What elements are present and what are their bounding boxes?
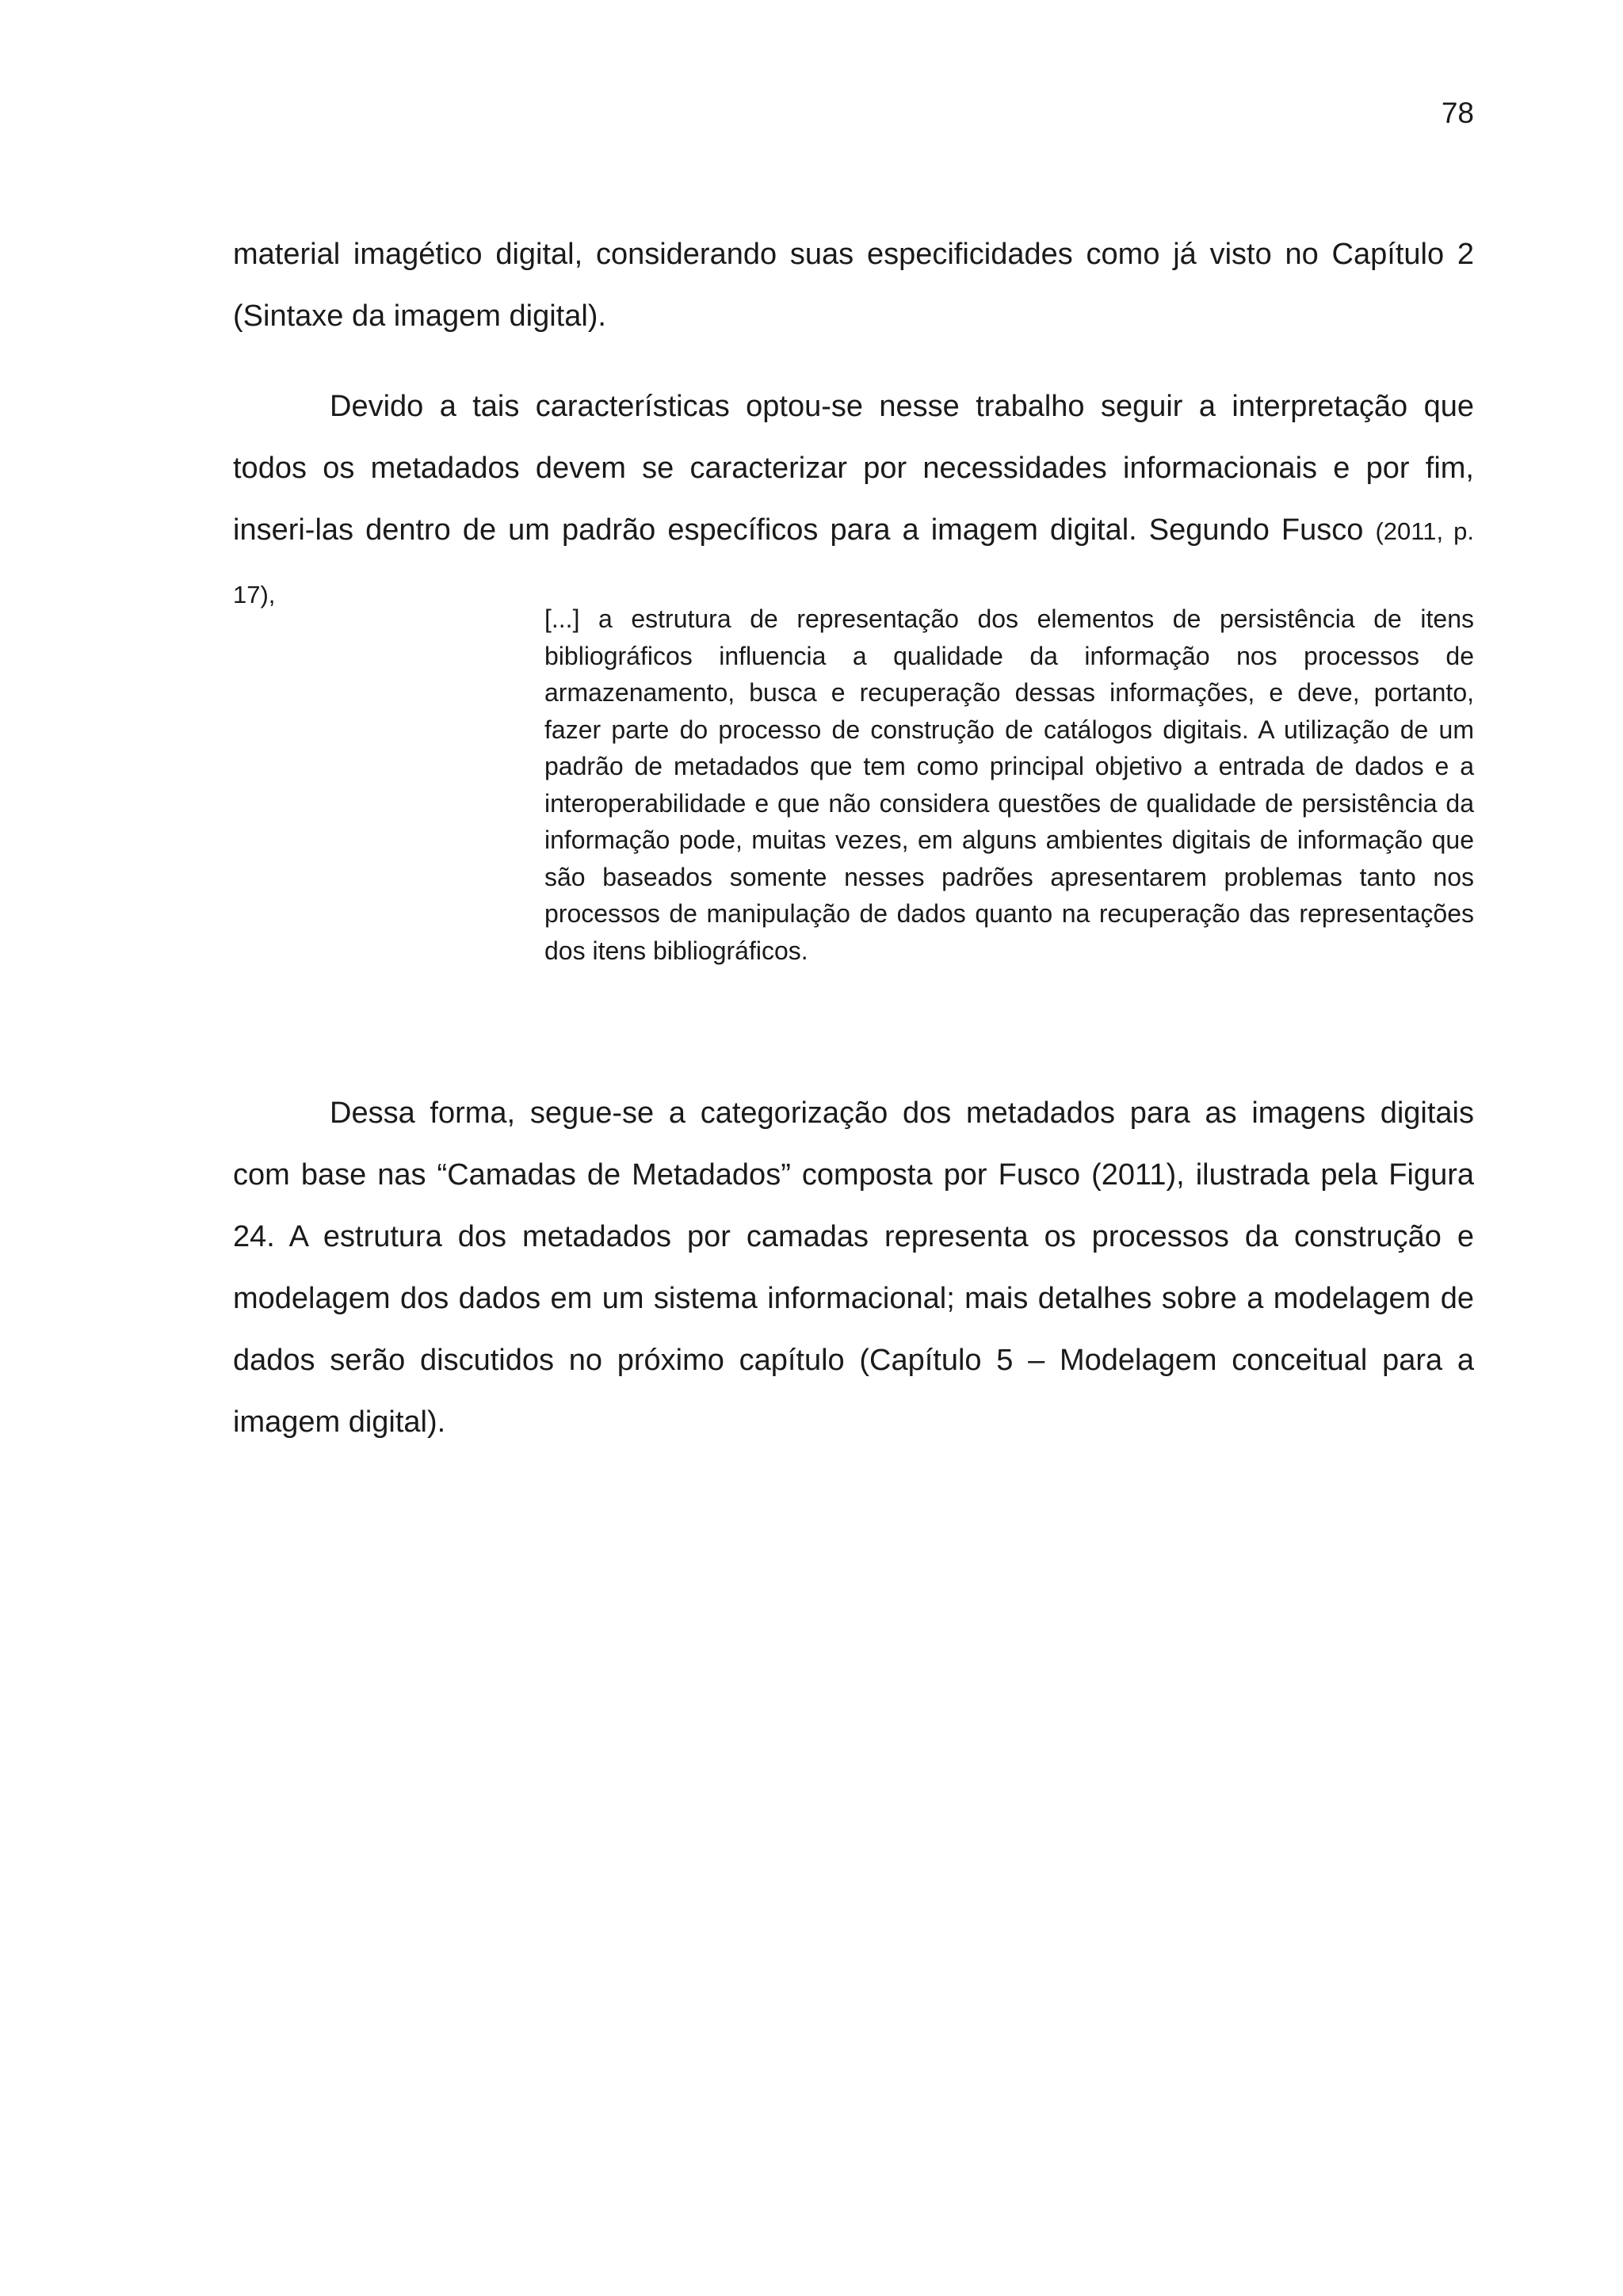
page-number: 78 [1441, 97, 1474, 129]
block-quote: [...] a estrutura de representação dos elementos de persistência de itens bibliográficos influencia a qualidade da informação nos processos de armazenamento, busca e recuperação dessas informações, e deve, portanto, fazer parte do processo de construção de catálogos digitais. A utilização de um padrão de metadados que tem como principal objetivo a entrada de dados e a interoperabilidade e que não considera questões de qualidade de persistência da informação pode, muitas vezes, em alguns ambientes digitais de informação que são baseados somente nesses padrões apresentarem problemas tanto nos processos de manipulação de dados quanto na recuperação das representações dos itens bibliográficos. [544, 605, 1474, 965]
paragraph-metadata-layers: Dessa forma, segue-se a categorização dos metadados para as imagens digitais com base nas “Camadas de Metadados” composta por Fusco (2011), ilustrada pela Figura 24. A estrutura dos metadados por camadas representa os processos da construção e modelagem dos dados em um sistema informacional; mais detalhes sobre a modelagem de dados serão discutidos no próximo capítulo (Capítulo 5 – Modelagem conceitual para a imagem digital). [233, 1097, 1474, 1439]
citation-reference: (2011, p. 17), [233, 517, 1474, 608]
paragraph-metadata-interpretation-text: Devido a tais características optou-se nesse trabalho seguir a interpretação que todos os metadados devem se caracterizar por necessidades informacionais e por fim, inseri-las dentro de um padrão específicos para a imagem digital. Segundo Fusco [233, 390, 1474, 547]
paragraph-continuation: material imagético digital, considerando suas especificidades como já visto no Capítulo 2 (Sintaxe da imagem digital). [233, 238, 1474, 333]
paragraph-metadata-interpretation [233, 376, 1474, 626]
